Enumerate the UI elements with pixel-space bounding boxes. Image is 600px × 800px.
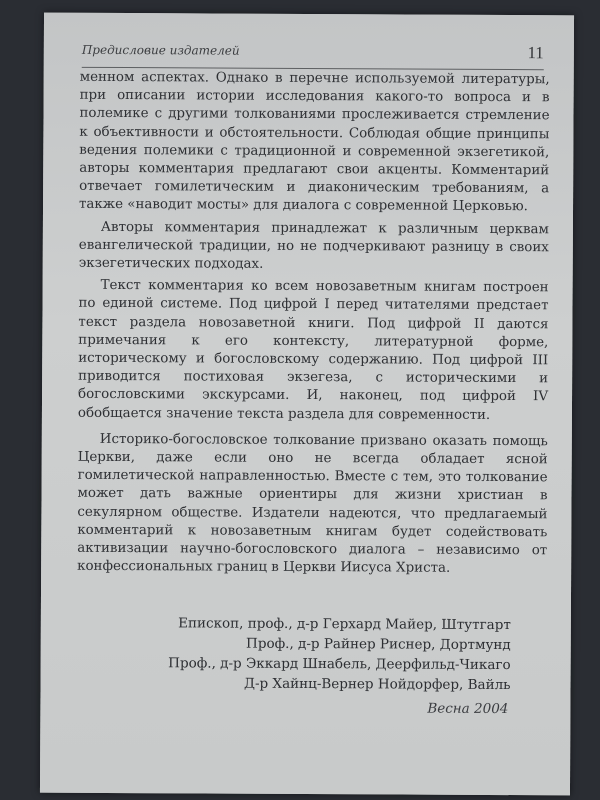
body-text xyxy=(77,69,550,579)
signature-line: Д-р Хайнц-Вернер Нойдорфер, Вайль xyxy=(243,675,511,694)
signature-line: Проф., д-р Райнер Риснер, Дортмунд xyxy=(246,635,511,654)
signature-block xyxy=(168,613,511,695)
book-page xyxy=(40,13,574,796)
paragraph: Текст комментария ко всем новозаветным книгам построен по единой системе. Под цифрой I перед читателями предстает текст раздела новозаветной книги. Под цифрой II даются примечания к его контексту, литературной форме, историческому и богословскому содержанию. Под цифрой III приводится постиховая экзегеза, с историческими и богословскими экскурсами. И, наконец, под цифрой IV обобщается значение текста раздела для современности. xyxy=(77,278,549,423)
signature-line: Проф., д-р Эккард Шнабель, Деерфильд-Чикаго xyxy=(168,655,511,674)
paragraph: Авторы комментария принадлежат к различным церквам евангелической традиции, но не подчеркивают разницу в своих экзегетических подходах. xyxy=(78,219,549,272)
signature-line: Епископ, проф., д-р Герхард Майер, Штутгарт xyxy=(178,615,511,634)
running-head xyxy=(82,41,544,70)
paragraph: менном аспектах. Однако в перечне используемой литературы, при описании истории исследования какого-то вопроса и в полемике с другими толкованиями прослеживается стремление к объективности и обстоятельности. Соблюдая общие принципы ведения полемики с традиционной и современной экзегетикой, авторы комментария предлагают свои акценты. Комментарий отвечает гомилетическим и диаконическим требованиям, а также «наводит мосты» для диалога с современной Церковью. xyxy=(79,69,550,215)
page-number: 11 xyxy=(527,43,544,63)
paragraph: Историко-богословское толкование призвано оказать помощь Церкви, даже если оно не всегда обладает ясной гомилетической направленностью. Вместе с тем, это толкование может дать важные ориентиры для жизни христиан в секулярном обществе. Издатели надеются, что предлагаемый комментарий к новозаветным книгам будет содействовать активизации научно-богословского диалога – независимо от конфессиональных границ в Церкви Иисуса Христа. xyxy=(77,431,548,577)
date-line: Весна 2004 xyxy=(427,700,509,718)
running-title: Предисловие издателей xyxy=(81,42,240,58)
